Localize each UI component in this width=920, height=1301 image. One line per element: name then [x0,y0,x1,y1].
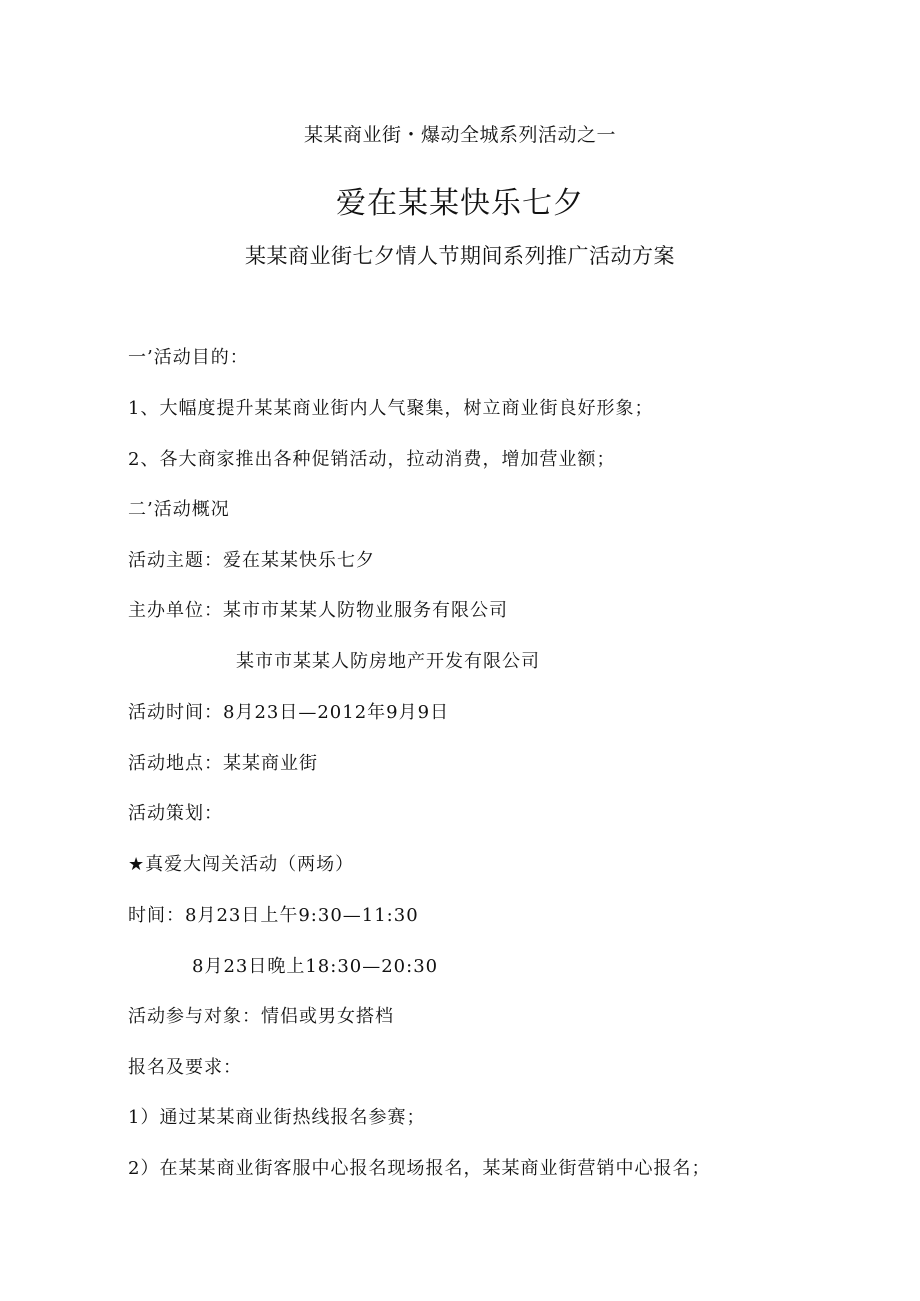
registration-item2: 2）在某某商业街客服中心报名现场报名，某某商业街营销中心报名； [128,1158,711,1179]
registration-heading: 报名及要求： [128,1057,242,1078]
activity-time: 活动时间：8月23日—2012年9月9日 [128,702,450,723]
event-name: 真爱大闯关活动（两场） [145,854,355,875]
section1-item1: 1、大幅度提升某某商业街内人气聚集，树立商业街良好形象； [128,398,654,419]
document-subtitle: 某某商业街七夕情人节期间系列推广活动方案 [245,244,675,268]
series-heading: 某某商业街・爆动全城系列活动之一 [303,124,616,146]
document-title: 爱在某某快乐七夕 [336,186,584,221]
registration-item1: 1）通过某某商业街热线报名参赛； [128,1107,426,1128]
event-heading [128,850,354,876]
participants: 活动参与对象：情侣或男女搭档 [128,1006,394,1027]
activity-theme: 活动主题：爱在某某快乐七夕 [128,550,375,571]
section1-item2: 2、各大商家推出各种促销活动，拉动消费，增加营业额； [128,449,616,470]
activity-planning: 活动策划： [128,803,223,824]
section2-heading: 二’活动概况 [128,499,230,520]
star-icon: ★ [128,854,146,875]
section1-heading: 一’活动目的： [128,347,249,368]
activity-location: 活动地点：某某商业街 [128,753,318,774]
organizer-second: 某市市某某人防房地产开发有限公司 [236,651,540,672]
session-time-1: 时间：8月23日上午9:30—11:30 [128,905,419,926]
session-time-2: 8月23日晚上18:30—20:30 [192,956,439,977]
organizer: 主办单位：某市市某某人防物业服务有限公司 [128,600,508,621]
